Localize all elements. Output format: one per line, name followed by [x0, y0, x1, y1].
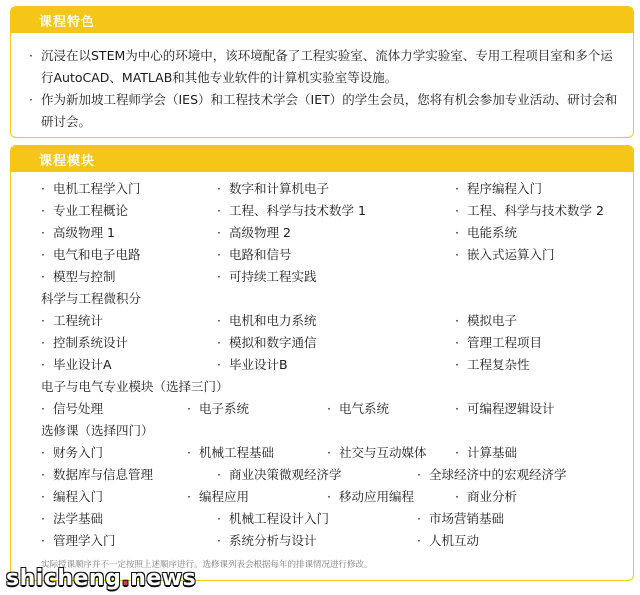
module-item: · 电气系统 — [327, 398, 389, 420]
module-row — [11, 530, 633, 552]
footnote: 实际授课顺序并不一定按照上述顺序进行。选修课列表会根据每年的排课情况进行修改。 — [41, 560, 373, 570]
module-item: · 电子系统 — [187, 398, 249, 420]
module-item: · 工程统计 — [41, 310, 103, 332]
module-item: · 法学基础 — [41, 508, 103, 530]
module-item: · 编程应用 — [187, 486, 249, 508]
module-item: · 市场营销基础 — [417, 508, 504, 530]
module-item: · 可编程逻辑设计 — [455, 398, 555, 420]
module-item: · 数字和计算机电子 — [217, 178, 329, 200]
module-item: · 商业决策微观经济学 — [217, 464, 342, 486]
site-watermark — [6, 566, 196, 591]
module-item: · 财务入门 — [41, 442, 103, 464]
module-item: · 机械工程设计入门 — [217, 508, 329, 530]
ee-elective-heading: 电子与电气专业模块（选择三门） — [41, 379, 229, 394]
module-row — [11, 376, 633, 398]
module-row — [11, 178, 633, 200]
elective-heading: 选修课（选择四门） — [41, 423, 154, 438]
module-item: · 模拟电子 — [455, 310, 517, 332]
watermark-suffix: news — [130, 566, 197, 591]
module-row — [11, 354, 633, 376]
module-item: · 管理工程项目 — [455, 332, 542, 354]
module-item: · 系统分析与设计 — [217, 530, 317, 552]
module-item: · 控制系统设计 — [41, 332, 128, 354]
module-item: · 专业工程概论 — [41, 200, 128, 222]
watermark-dot: . — [121, 566, 131, 591]
features-list — [11, 33, 633, 133]
features-section — [10, 6, 634, 138]
module-row — [11, 288, 633, 310]
module-item: · 毕业设计B — [217, 354, 288, 376]
module-row — [11, 442, 633, 464]
module-item: · 高级物理 1 — [41, 222, 115, 244]
module-row — [11, 200, 633, 222]
module-item: · 嵌入式运算入门 — [455, 244, 555, 266]
module-item: · 工程、科学与技术数学 2 — [455, 200, 604, 222]
module-item: · 可持续工程实践 — [217, 266, 317, 288]
feature-item: · 沉浸在以STEM为中心的环境中，该环境配备了工程实验室、流体力学实验室、专用工程项目室和多个运行AutoCAD、MATLAB和其他专业软件的计算机实验室等设施。 — [41, 45, 619, 89]
module-item: · 电能系统 — [455, 222, 517, 244]
module-item: · 电机和电力系统 — [217, 310, 317, 332]
module-item: · 电路和信号 — [217, 244, 292, 266]
module-item: · 程序编程入门 — [455, 178, 542, 200]
feature-item: · 作为新加坡工程师学会（IES）和工程技术学会（IET）的学生会员，您将有机会参加专业活动、研讨会和研讨会。 — [41, 89, 619, 133]
module-row — [11, 420, 633, 442]
watermark-text: shicheng — [6, 566, 122, 591]
modules-title: 课程模块 — [39, 153, 96, 169]
module-item: · 移动应用编程 — [327, 486, 414, 508]
module-item: · 工程、科学与技术数学 1 — [217, 200, 366, 222]
module-item: · 工程复杂性 — [455, 354, 530, 376]
module-row — [11, 266, 633, 288]
features-header — [11, 7, 633, 33]
module-row — [11, 486, 633, 508]
module-row — [11, 398, 633, 420]
module-row — [11, 244, 633, 266]
module-item: · 电气和电子电路 — [41, 244, 141, 266]
module-item: · 计算基础 — [455, 442, 517, 464]
features-title: 课程特色 — [39, 14, 96, 30]
module-item: · 机械工程基础 — [187, 442, 274, 464]
module-row — [11, 464, 633, 486]
modules-header — [11, 146, 633, 172]
module-row — [11, 222, 633, 244]
module-item: · 电机工程学入门 — [41, 178, 141, 200]
module-item: · 模型与控制 — [41, 266, 116, 288]
module-item: · 商业分析 — [455, 486, 517, 508]
module-item: · 高级物理 2 — [217, 222, 291, 244]
module-item: · 信号处理 — [41, 398, 103, 420]
module-item: · 数据库与信息管理 — [41, 464, 153, 486]
module-item: · 编程入门 — [41, 486, 103, 508]
modules-section — [10, 145, 634, 581]
module-item: · 管理学入门 — [41, 530, 116, 552]
module-row — [11, 508, 633, 530]
science-heading: 科学与工程微积分 — [41, 291, 142, 306]
module-item: · 模拟和数字通信 — [217, 332, 317, 354]
modules-grid — [11, 172, 633, 580]
module-item: · 毕业设计A — [41, 354, 112, 376]
module-item: · 全球经济中的宏观经济学 — [417, 464, 567, 486]
module-row — [11, 310, 633, 332]
module-row — [11, 332, 633, 354]
module-item: · 人机互动 — [417, 530, 479, 552]
module-item: · 社交与互动媒体 — [327, 442, 427, 464]
